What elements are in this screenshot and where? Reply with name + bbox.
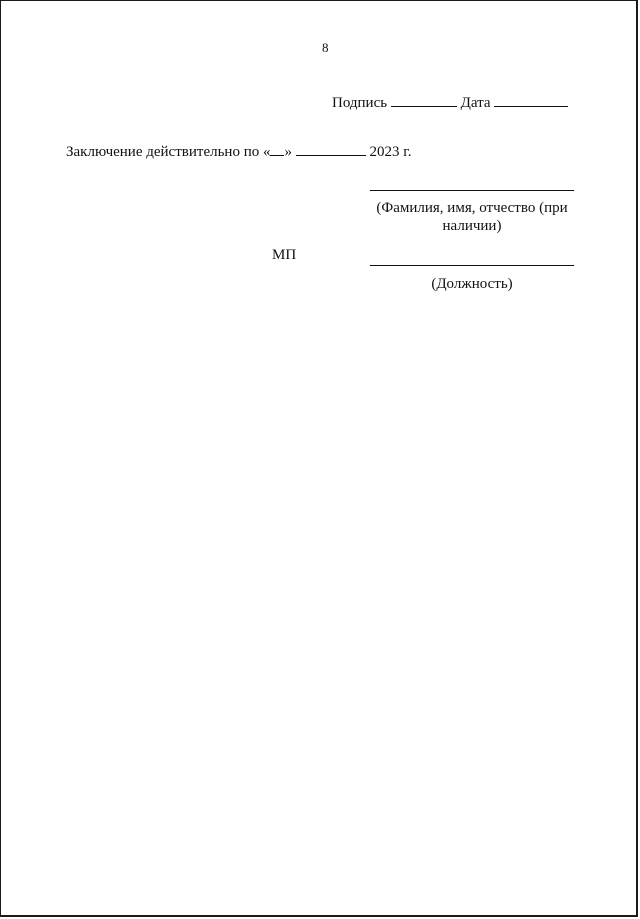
page-number: 8 xyxy=(322,40,329,55)
day-blank xyxy=(270,143,284,156)
full-name-caption: (Фамилия, имя, отчество (при наличии) xyxy=(376,200,568,234)
month-blank xyxy=(296,143,366,156)
date-label: Дата xyxy=(460,95,491,111)
position-rule xyxy=(370,265,574,266)
position-caption: (Должность) xyxy=(431,276,513,292)
conclusion-prefix: Заключение действительно по « xyxy=(66,144,271,160)
full-name-signature-rule xyxy=(370,190,574,191)
date-blank xyxy=(494,94,568,107)
conclusion-validity-line xyxy=(66,143,411,161)
signature-label: Подпись xyxy=(332,95,388,111)
conclusion-mid: » xyxy=(284,144,292,160)
signature-date-line xyxy=(332,94,568,112)
stamp-place-label: МП xyxy=(272,247,297,263)
conclusion-suffix: 2023 г. xyxy=(369,144,412,160)
signature-blank xyxy=(391,94,457,107)
